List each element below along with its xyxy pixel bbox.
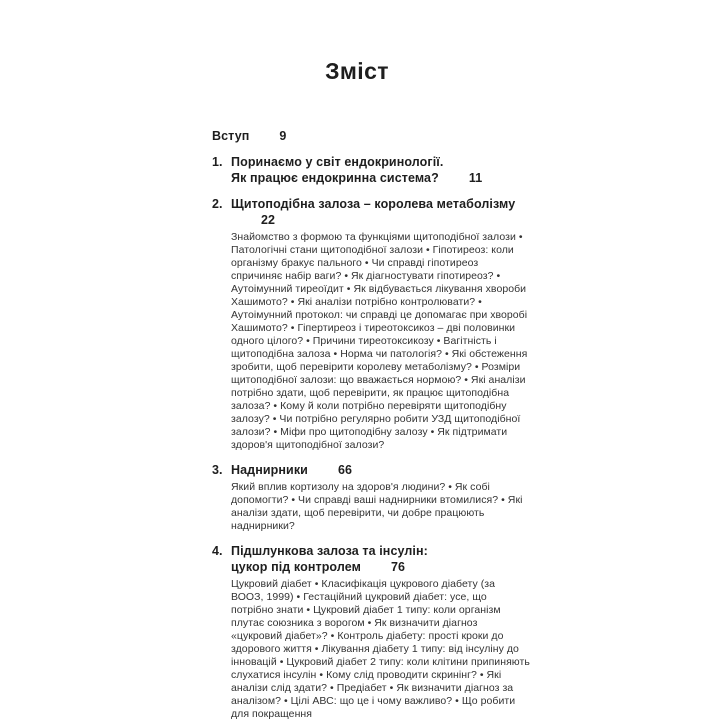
- entry-title-line: Наднирники 66: [231, 463, 353, 477]
- entry-title-line: Підшлункова залоза та інсулін:: [231, 544, 428, 558]
- entry-page-number: 22: [261, 213, 276, 227]
- entry-page-number: 9: [279, 129, 287, 143]
- entry-body: Знайомство з формою та функціями щитоподібної залози • Патологічні стани щитоподібної залози • Гіпотиреоз: коли організму бракує пального • Чи справді гіпотиреоз спричиняє набір ваги? • Як діагностувати гіпотиреоз? • Аутоімунний тиреоїдит • Як відбувається лікування хвороби Хашимото? • Які аналізи потрібно контролювати? • Аутоімунний протокол: чи справді це допомагає при хворобі Хашимото? • Гіпертиреоз і тиреотоксикоз – дві половинки одного цілого? • Причини тиреотоксикозу • Вагітність і щитоподібна залоза • Норма чи патологія? • Які обстеження зробити, щоб перевірити королеву метаболізму? • Розміри щитоподібної залози: що вважається нормою? • Які аналізи потрібно здати, щоб перевірити, як працює щитоподібна залоза? • Кому й коли потрібно перевіряти щитоподібну залозу? • Чи потрібно регулярно робити УЗД щитоподібної залози? • Міфи про щитоподібну залозу • Як підтримати здоров'я щитоподібної залози?: [231, 231, 528, 451]
- entry-number: 4.: [212, 544, 223, 558]
- entry-body: Цукровий діабет • Класифікація цукрового діабету (за ВООЗ, 1999) • Гестаційний цукровий діабет: усе, що потрібно знати • Цукровий діабет 1 типу: коли організм плутає союзника з ворогом • Як визначити діагноз «цукровий діабет»? • Контроль діабету: прості кроки до здорового життя • Лікування діабету 1 типу: від інсуліну до інновацій • Цукровий діабет 2 типу: коли клітини припиняють слухатися інсулін • Кому слід проводити скринінг? • Які аналізи слід здати? • Предіабет • Як визначити діагноз за аналізом? • Цілі АВС: що це і чому важливо? • Що робити для покращення: [231, 578, 530, 720]
- entry-page-number: 76: [390, 560, 406, 574]
- entry-body: Який вплив кортизолу на здоров'я людини? • Як собі допомогти? • Чи справді ваші наднирники втомилися? • Які аналізи здати, щоб перевірити, чи добре працюють наднирники?: [231, 481, 523, 532]
- entry-page-number: 11: [468, 171, 483, 185]
- toc-list: [212, 128, 530, 720]
- page-title: Зміст: [325, 58, 389, 84]
- toc-entry: [212, 543, 530, 720]
- entry-page-number: 66: [337, 463, 353, 477]
- entry-number: 1.: [212, 155, 223, 169]
- toc-entry: [212, 154, 530, 186]
- entry-number: 3.: [212, 463, 223, 477]
- entry-title-line: цукор під контролем 76: [231, 560, 406, 574]
- entry-number: 2.: [212, 197, 223, 211]
- toc-entry: [212, 196, 530, 452]
- entry-title-line: Щитоподібна залоза – королева метаболізму22: [231, 197, 516, 227]
- toc-entry: [212, 462, 530, 533]
- entry-title-line: Поринаємо у світ ендокринології.: [231, 155, 444, 169]
- entry-title-line: Як працює ендокринна система? 11: [231, 171, 483, 185]
- entry-title-line: Вступ 9: [212, 129, 287, 143]
- toc-entry: [212, 128, 530, 144]
